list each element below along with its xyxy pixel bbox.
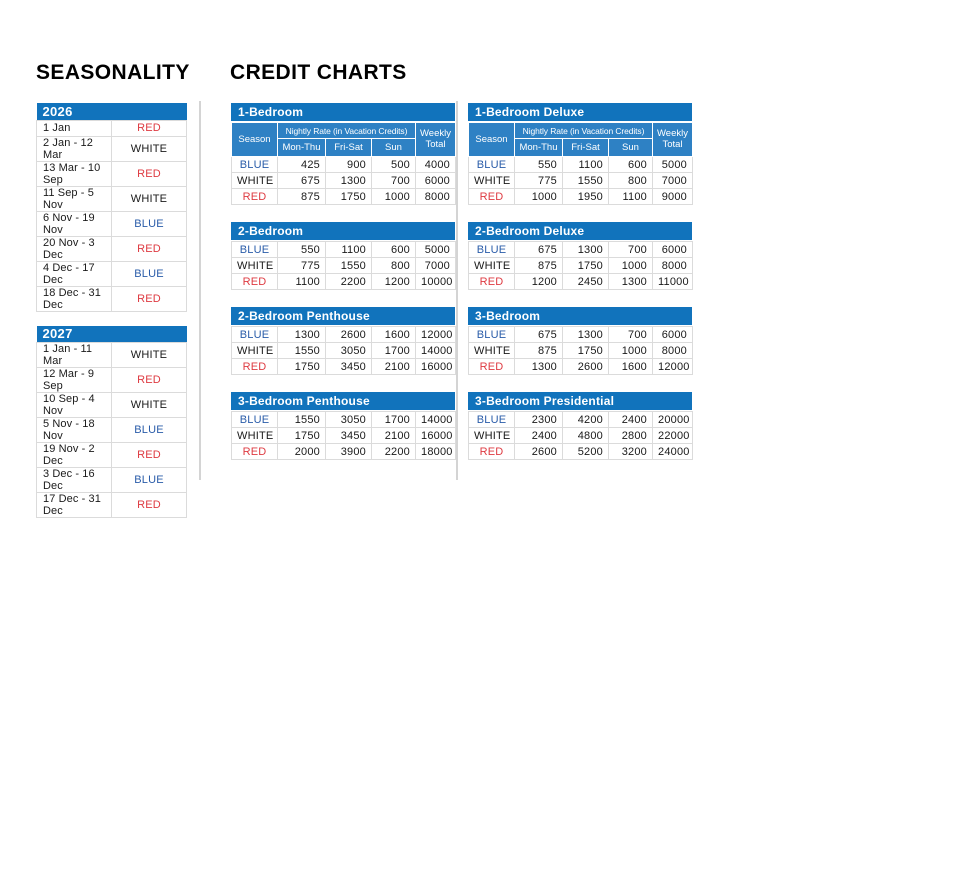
- credit-value-cell: 16000: [416, 428, 456, 444]
- table-row: [232, 258, 456, 274]
- credit-value-cell: 5200: [563, 444, 609, 460]
- date-range-cell: 6 Nov - 19 Nov: [37, 211, 112, 236]
- table-row: [37, 326, 187, 343]
- credit-value-cell: 8000: [653, 343, 693, 359]
- season-cell: BLUE: [469, 327, 515, 343]
- credit-value-cell: 1600: [372, 327, 416, 343]
- credit-value-cell: 8000: [653, 258, 693, 274]
- credit-value-cell: 20000: [653, 412, 693, 428]
- date-range-cell: 2 Jan - 12 Mar: [37, 136, 112, 161]
- credit-value-cell: 675: [515, 327, 563, 343]
- credit-value-cell: 2100: [372, 359, 416, 375]
- table-row: [469, 242, 693, 258]
- seasonality-title: SEASONALITY: [36, 61, 190, 84]
- season-cell: BLUE: [232, 412, 278, 428]
- credit-value-cell: 800: [609, 173, 653, 189]
- season-cell: RED: [469, 359, 515, 375]
- season-value-cell: BLUE: [112, 211, 187, 236]
- date-range-cell: 19 Nov - 2 Dec: [37, 443, 112, 468]
- season-value-cell: RED: [112, 161, 187, 186]
- credit-value-cell: 22000: [653, 428, 693, 444]
- table-row: [37, 493, 187, 518]
- table-row: [37, 103, 187, 120]
- credit-value-cell: 1100: [563, 157, 609, 173]
- season-value-cell: RED: [112, 286, 187, 311]
- season-value-cell: RED: [112, 443, 187, 468]
- credit-value-cell: 1950: [563, 189, 609, 205]
- credit-value-cell: 1750: [563, 258, 609, 274]
- credit-value-cell: 900: [326, 157, 372, 173]
- table-row: [469, 258, 693, 274]
- credit-value-cell: 425: [278, 157, 326, 173]
- season-cell: BLUE: [469, 242, 515, 258]
- table-row: [469, 173, 693, 189]
- credit-value-cell: 1700: [372, 343, 416, 359]
- table-row: [37, 393, 187, 418]
- credit-table: [231, 222, 455, 290]
- date-range-cell: 10 Sep - 4 Nov: [37, 393, 112, 418]
- night-column-header: Fri-Sat: [563, 139, 609, 157]
- season-cell: RED: [469, 444, 515, 460]
- credit-table-title: 2-Bedroom Penthouse: [231, 307, 455, 325]
- credit-value-cell: 18000: [416, 444, 456, 460]
- credit-value-cell: 1300: [563, 242, 609, 258]
- credit-table: [231, 307, 455, 375]
- table-row: [469, 157, 693, 173]
- table-row: [37, 418, 187, 443]
- credit-table-grid: [468, 122, 693, 205]
- credit-table-title: 2-Bedroom: [231, 222, 455, 240]
- credit-table: [231, 392, 455, 460]
- table-header-row: [469, 123, 693, 139]
- season-cell: WHITE: [469, 428, 515, 444]
- credit-value-cell: 600: [609, 157, 653, 173]
- nightly-rate-column-header: Nightly Rate (in Vacation Credits): [278, 123, 416, 139]
- credit-value-cell: 4200: [563, 412, 609, 428]
- credit-table-grid: [468, 241, 693, 290]
- credit-table-grid: [468, 411, 693, 460]
- credit-value-cell: 2450: [563, 274, 609, 290]
- table-row: [37, 368, 187, 393]
- credit-value-cell: 1000: [515, 189, 563, 205]
- credit-value-cell: 1300: [609, 274, 653, 290]
- credit-value-cell: 3900: [326, 444, 372, 460]
- date-range-cell: 12 Mar - 9 Sep: [37, 368, 112, 393]
- night-column-header: Fri-Sat: [326, 139, 372, 157]
- credit-value-cell: 2300: [515, 412, 563, 428]
- credit-value-cell: 12000: [653, 359, 693, 375]
- season-cell: BLUE: [469, 412, 515, 428]
- credit-value-cell: 2400: [515, 428, 563, 444]
- credit-value-cell: 9000: [653, 189, 693, 205]
- season-value-cell: RED: [112, 236, 187, 261]
- credit-value-cell: 1200: [515, 274, 563, 290]
- credit-value-cell: 700: [609, 242, 653, 258]
- season-value-cell: BLUE: [112, 468, 187, 493]
- table-row: [469, 189, 693, 205]
- credit-value-cell: 2200: [372, 444, 416, 460]
- table-row: [232, 359, 456, 375]
- credit-value-cell: 12000: [416, 327, 456, 343]
- season-cell: BLUE: [232, 242, 278, 258]
- credit-table-title: 1-Bedroom: [231, 103, 455, 121]
- credit-value-cell: 10000: [416, 274, 456, 290]
- season-cell: RED: [469, 189, 515, 205]
- seasonality-section: [36, 103, 187, 532]
- season-value-cell: RED: [112, 368, 187, 393]
- date-range-cell: 11 Sep - 5 Nov: [37, 186, 112, 211]
- credit-table-grid: [231, 241, 456, 290]
- table-row: [37, 443, 187, 468]
- table-row: [232, 189, 456, 205]
- credit-table-title: 3-Bedroom: [468, 307, 692, 325]
- season-cell: WHITE: [232, 428, 278, 444]
- season-cell: BLUE: [469, 157, 515, 173]
- year-header: 2026: [37, 103, 187, 120]
- credit-table-title: 3-Bedroom Presidential: [468, 392, 692, 410]
- credit-value-cell: 1300: [326, 173, 372, 189]
- season-cell: WHITE: [232, 173, 278, 189]
- credit-value-cell: 2600: [326, 327, 372, 343]
- credit-table: [468, 307, 692, 375]
- credit-value-cell: 16000: [416, 359, 456, 375]
- table-row: [37, 120, 187, 136]
- credit-value-cell: 1000: [609, 258, 653, 274]
- season-cell: RED: [232, 274, 278, 290]
- season-value-cell: WHITE: [112, 393, 187, 418]
- credit-value-cell: 1300: [515, 359, 563, 375]
- table-row: [232, 444, 456, 460]
- credit-value-cell: 1550: [326, 258, 372, 274]
- year-header: 2027: [37, 326, 187, 343]
- credit-value-cell: 4000: [416, 157, 456, 173]
- credit-value-cell: 5000: [416, 242, 456, 258]
- credit-value-cell: 14000: [416, 343, 456, 359]
- credit-table: [468, 103, 692, 205]
- credit-table-grid: [231, 411, 456, 460]
- credit-value-cell: 875: [515, 258, 563, 274]
- credit-value-cell: 1700: [372, 412, 416, 428]
- credit-value-cell: 3450: [326, 359, 372, 375]
- table-row: [37, 286, 187, 311]
- credit-value-cell: 8000: [416, 189, 456, 205]
- table-row: [37, 136, 187, 161]
- credit-value-cell: 7000: [416, 258, 456, 274]
- credit-value-cell: 1750: [326, 189, 372, 205]
- credit-charts-title: CREDIT CHARTS: [230, 61, 407, 84]
- credit-value-cell: 3050: [326, 412, 372, 428]
- credit-value-cell: 875: [278, 189, 326, 205]
- credit-table: [468, 392, 692, 460]
- credit-value-cell: 14000: [416, 412, 456, 428]
- date-range-cell: 3 Dec - 16 Dec: [37, 468, 112, 493]
- date-range-cell: 18 Dec - 31 Dec: [37, 286, 112, 311]
- table-row: [232, 343, 456, 359]
- credit-charts-section: [231, 103, 692, 460]
- credit-value-cell: 3450: [326, 428, 372, 444]
- date-range-cell: 13 Mar - 10 Sep: [37, 161, 112, 186]
- credit-value-cell: 2600: [563, 359, 609, 375]
- season-cell: WHITE: [469, 343, 515, 359]
- credit-value-cell: 1100: [609, 189, 653, 205]
- credit-value-cell: 1300: [278, 327, 326, 343]
- credit-value-cell: 3200: [609, 444, 653, 460]
- credit-table-grid: [468, 326, 693, 375]
- table-row: [37, 261, 187, 286]
- credit-value-cell: 675: [515, 242, 563, 258]
- table-row: [469, 428, 693, 444]
- season-value-cell: BLUE: [112, 261, 187, 286]
- night-column-header: Mon-Thu: [278, 139, 326, 157]
- credit-value-cell: 11000: [653, 274, 693, 290]
- credit-value-cell: 6000: [653, 327, 693, 343]
- date-range-cell: 5 Nov - 18 Nov: [37, 418, 112, 443]
- seasonality-table: [36, 103, 187, 312]
- date-range-cell: 4 Dec - 17 Dec: [37, 261, 112, 286]
- date-range-cell: 1 Jan - 11 Mar: [37, 343, 112, 368]
- credit-value-cell: 5000: [653, 157, 693, 173]
- date-range-cell: 20 Nov - 3 Dec: [37, 236, 112, 261]
- table-row: [37, 211, 187, 236]
- season-value-cell: WHITE: [112, 136, 187, 161]
- credit-value-cell: 550: [278, 242, 326, 258]
- night-column-header: Sun: [609, 139, 653, 157]
- credit-value-cell: 1300: [563, 327, 609, 343]
- table-row: [469, 359, 693, 375]
- date-range-cell: 1 Jan: [37, 120, 112, 136]
- season-cell: BLUE: [232, 327, 278, 343]
- table-row: [232, 428, 456, 444]
- table-row: [232, 327, 456, 343]
- credit-value-cell: 1200: [372, 274, 416, 290]
- table-row: [232, 173, 456, 189]
- nightly-rate-column-header: Nightly Rate (in Vacation Credits): [515, 123, 653, 139]
- table-row: [37, 186, 187, 211]
- season-cell: RED: [232, 359, 278, 375]
- credit-table-title: 2-Bedroom Deluxe: [468, 222, 692, 240]
- vertical-divider: [199, 101, 201, 480]
- credit-value-cell: 1100: [326, 242, 372, 258]
- credit-value-cell: 1000: [372, 189, 416, 205]
- table-row: [37, 236, 187, 261]
- credit-value-cell: 2200: [326, 274, 372, 290]
- credit-value-cell: 24000: [653, 444, 693, 460]
- table-row: [232, 157, 456, 173]
- table-row: [232, 242, 456, 258]
- table-row: [37, 161, 187, 186]
- season-cell: WHITE: [469, 173, 515, 189]
- table-row: [469, 444, 693, 460]
- credit-table-grid: [231, 326, 456, 375]
- credit-value-cell: 700: [609, 327, 653, 343]
- season-cell: RED: [232, 444, 278, 460]
- season-cell: WHITE: [232, 343, 278, 359]
- table-row: [469, 274, 693, 290]
- credit-value-cell: 1750: [278, 428, 326, 444]
- seasonality-table: [36, 326, 187, 519]
- credit-value-cell: 4800: [563, 428, 609, 444]
- table-row: [37, 343, 187, 368]
- credit-table-grid: [231, 122, 456, 205]
- season-value-cell: WHITE: [112, 343, 187, 368]
- weekly-total-column-header: Weekly Total: [416, 123, 456, 157]
- credit-value-cell: 1750: [278, 359, 326, 375]
- night-column-header: Sun: [372, 139, 416, 157]
- season-cell: BLUE: [232, 157, 278, 173]
- season-column-header: Season: [232, 123, 278, 157]
- credit-value-cell: 3050: [326, 343, 372, 359]
- season-value-cell: WHITE: [112, 186, 187, 211]
- table-row: [469, 343, 693, 359]
- credit-table-title: 3-Bedroom Penthouse: [231, 392, 455, 410]
- credit-value-cell: 800: [372, 258, 416, 274]
- credit-value-cell: 6000: [416, 173, 456, 189]
- credit-value-cell: 7000: [653, 173, 693, 189]
- season-cell: WHITE: [232, 258, 278, 274]
- credit-value-cell: 500: [372, 157, 416, 173]
- credit-table: [468, 222, 692, 290]
- season-value-cell: RED: [112, 120, 187, 136]
- credit-value-cell: 2800: [609, 428, 653, 444]
- credit-value-cell: 600: [372, 242, 416, 258]
- credit-value-cell: 675: [278, 173, 326, 189]
- table-row: [232, 412, 456, 428]
- credit-value-cell: 2600: [515, 444, 563, 460]
- table-row: [37, 468, 187, 493]
- credit-value-cell: 2400: [609, 412, 653, 428]
- season-value-cell: BLUE: [112, 418, 187, 443]
- credit-value-cell: 6000: [653, 242, 693, 258]
- table-header-row: [232, 123, 456, 139]
- season-column-header: Season: [469, 123, 515, 157]
- season-cell: RED: [232, 189, 278, 205]
- season-value-cell: RED: [112, 493, 187, 518]
- credit-value-cell: 1000: [609, 343, 653, 359]
- credit-value-cell: 775: [515, 173, 563, 189]
- credit-value-cell: 1550: [563, 173, 609, 189]
- credit-value-cell: 2000: [278, 444, 326, 460]
- date-range-cell: 17 Dec - 31 Dec: [37, 493, 112, 518]
- weekly-total-column-header: Weekly Total: [653, 123, 693, 157]
- credit-table: [231, 103, 455, 205]
- credit-value-cell: 2100: [372, 428, 416, 444]
- credit-value-cell: 1100: [278, 274, 326, 290]
- credit-value-cell: 1550: [278, 412, 326, 428]
- table-row: [469, 412, 693, 428]
- table-row: [469, 327, 693, 343]
- credit-value-cell: 1600: [609, 359, 653, 375]
- season-cell: WHITE: [469, 258, 515, 274]
- night-column-header: Mon-Thu: [515, 139, 563, 157]
- credit-value-cell: 1550: [278, 343, 326, 359]
- credit-value-cell: 700: [372, 173, 416, 189]
- credit-value-cell: 875: [515, 343, 563, 359]
- credit-value-cell: 550: [515, 157, 563, 173]
- credit-value-cell: 775: [278, 258, 326, 274]
- credit-value-cell: 1750: [563, 343, 609, 359]
- table-row: [232, 274, 456, 290]
- season-cell: RED: [469, 274, 515, 290]
- credit-table-title: 1-Bedroom Deluxe: [468, 103, 692, 121]
